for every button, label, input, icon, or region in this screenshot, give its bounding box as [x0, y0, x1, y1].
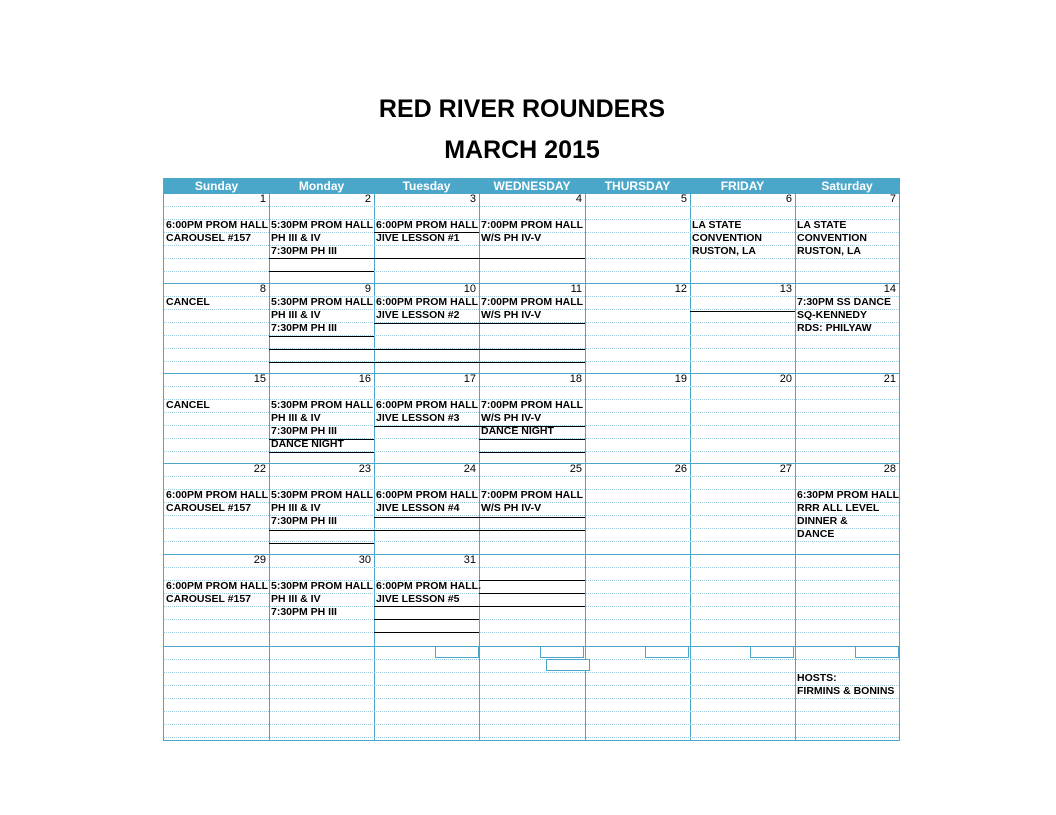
entry-underline	[479, 593, 585, 594]
entry-underline	[374, 232, 479, 233]
entry-underline	[479, 258, 585, 259]
event-line: 7:30PM PH III	[271, 245, 337, 257]
event-line: PH III & IV	[271, 232, 321, 244]
event-line: W/S PH IV-V	[481, 232, 542, 244]
event-line: LA STATE	[692, 219, 742, 231]
row-line	[164, 541, 899, 542]
row-line	[164, 685, 899, 686]
event-line: 7:30PM PH III	[271, 515, 337, 527]
row-line	[164, 386, 899, 387]
entry-underline	[374, 349, 479, 350]
event-line: JIVE LESSON #2	[376, 309, 460, 321]
event-line: W/S PH IV-V	[481, 502, 542, 514]
note-box	[855, 646, 899, 658]
row-line	[164, 206, 899, 207]
event-line: 7:00PM PROM HALL	[481, 219, 584, 231]
row-line	[164, 737, 899, 738]
entry-underline	[374, 517, 479, 518]
event-line: 5:30PM PROM HALL	[271, 489, 374, 501]
event-line: HOSTS:	[797, 672, 837, 684]
entry-underline	[479, 452, 585, 453]
day-number: 30	[358, 554, 371, 566]
event-line: CANCEL	[166, 399, 210, 411]
day-header-monday: Monday	[298, 179, 345, 193]
day-number: 26	[674, 463, 687, 475]
event-line: LA STATE	[797, 219, 847, 231]
day-number: 10	[463, 283, 476, 295]
calendar-title: RED RIVER ROUNDERS	[378, 95, 666, 123]
day-number: 4	[575, 193, 582, 205]
event-line: CONVENTION	[692, 232, 763, 244]
entry-underline	[374, 606, 479, 607]
row-line	[164, 632, 899, 633]
entry-underline	[479, 349, 585, 350]
column-divider	[585, 179, 586, 740]
note-box	[540, 646, 584, 658]
day-number: 3	[469, 193, 476, 205]
column-divider	[269, 179, 270, 740]
day-number: 20	[779, 373, 792, 385]
day-number: 29	[253, 554, 266, 566]
day-header-sunday: Sunday	[194, 179, 239, 193]
day-number: 27	[779, 463, 792, 475]
event-line: 6:00PM PROM HALL	[376, 296, 479, 308]
event-line: 7:30PM PH III	[271, 606, 337, 618]
entry-underline	[269, 271, 374, 272]
day-number: 9	[364, 283, 371, 295]
day-number: 2	[364, 193, 371, 205]
event-line: DANCE NIGHT	[481, 425, 554, 437]
event-line: DINNER &	[797, 515, 848, 527]
note-box	[750, 646, 794, 658]
month-title: MARCH 2015	[444, 136, 600, 164]
day-number: 12	[674, 283, 687, 295]
day-number: 19	[674, 373, 687, 385]
day-number: 6	[785, 193, 792, 205]
entry-underline	[269, 439, 374, 440]
event-line: CAROUSEL #157	[166, 593, 252, 605]
day-header-wednesday: WEDNESDAY	[493, 179, 571, 193]
event-line: PH III & IV	[271, 502, 321, 514]
row-line	[164, 659, 899, 660]
event-line: 5:30PM PROM HALL	[271, 580, 374, 592]
day-number: 14	[883, 283, 896, 295]
day-number: 13	[779, 283, 792, 295]
day-number: 25	[569, 463, 582, 475]
event-line: 7:30PM PH III	[271, 322, 337, 334]
day-number: 18	[569, 373, 582, 385]
event-line: 6:00PM PROM HALL.	[376, 580, 482, 592]
entry-underline	[374, 632, 479, 633]
note-box	[546, 659, 590, 671]
day-number: 22	[253, 463, 266, 475]
entry-underline	[479, 517, 585, 518]
row-line	[164, 711, 899, 712]
day-number: 31	[463, 554, 476, 566]
day-header-thursday: THURSDAY	[604, 179, 671, 193]
entry-underline	[374, 530, 479, 531]
day-number: 15	[253, 373, 266, 385]
entry-underline	[269, 530, 374, 531]
entry-underline	[690, 311, 795, 312]
event-line: 6:30PM PROM HALL	[797, 489, 900, 501]
event-line: CONVENTION	[797, 232, 868, 244]
row-line	[164, 672, 899, 673]
entry-underline	[374, 426, 479, 427]
event-line: RUSTON, LA	[692, 245, 756, 257]
calendar-grid	[163, 178, 900, 741]
entry-underline	[269, 362, 374, 363]
column-divider	[795, 179, 796, 740]
event-line: 5:30PM PROM HALL	[271, 399, 374, 411]
entry-underline	[269, 336, 374, 337]
day-header-saturday: Saturday	[821, 179, 873, 193]
event-line: PH III & IV	[271, 593, 321, 605]
entry-underline	[269, 543, 374, 544]
entry-underline	[479, 530, 585, 531]
row-line	[164, 528, 899, 529]
event-line: RRR ALL LEVEL	[797, 502, 880, 514]
day-number: 16	[358, 373, 371, 385]
entry-underline	[269, 258, 374, 259]
day-number: 21	[883, 373, 896, 385]
event-line: JIVE LESSON #5	[376, 593, 460, 605]
day-number: 5	[680, 193, 687, 205]
day-number: 7	[889, 193, 896, 205]
event-line: 7:30PM SS DANCE	[797, 296, 891, 308]
entry-underline	[269, 349, 374, 350]
event-line: 7:00PM PROM HALL	[481, 296, 584, 308]
day-header-tuesday: Tuesday	[402, 179, 451, 193]
event-line: 7:30PM PH III	[271, 425, 337, 437]
day-number: 23	[358, 463, 371, 475]
event-line: SQ-KENNEDY	[797, 309, 868, 321]
event-line: 6:00PM PROM HALL	[166, 489, 269, 501]
entry-underline	[479, 606, 585, 607]
event-line: CANCEL	[166, 296, 210, 308]
event-line: 6:00PM PROM HALL	[376, 219, 479, 231]
entry-underline	[479, 426, 585, 427]
event-line: W/S PH IV-V	[481, 309, 542, 321]
event-line: 5:30PM PROM HALL	[271, 219, 374, 231]
event-line: PH III & IV	[271, 309, 321, 321]
event-line: RUSTON, LA	[797, 245, 861, 257]
event-line: 7:00PM PROM HALL	[481, 489, 584, 501]
event-line: RDS: PHILYAW	[797, 322, 872, 334]
day-header-row	[164, 179, 899, 193]
event-line: CAROUSEL #157	[166, 502, 252, 514]
entry-underline	[479, 580, 585, 581]
entry-underline	[479, 323, 585, 324]
event-line: CAROUSEL #157	[166, 232, 252, 244]
entry-underline	[374, 323, 479, 324]
event-line: DANCE NIGHT	[271, 438, 344, 450]
event-line: JIVE LESSON #3	[376, 412, 460, 424]
day-number: 28	[883, 463, 896, 475]
day-number: 8	[259, 283, 266, 295]
event-line: 6:00PM PROM HALL	[166, 219, 269, 231]
row-line	[164, 724, 899, 725]
event-line: 5:30PM PROM HALL	[271, 296, 374, 308]
row-line	[164, 567, 899, 568]
row-line	[164, 698, 899, 699]
event-line: 6:00PM PROM HALL	[376, 399, 479, 411]
row-line	[164, 619, 899, 620]
note-box	[645, 646, 689, 658]
day-number: 1	[259, 193, 266, 205]
event-line: FIRMINS & BONINS	[797, 685, 895, 697]
column-divider	[479, 179, 480, 740]
entry-underline	[479, 362, 585, 363]
entry-underline	[374, 362, 479, 363]
event-line: 6:00PM PROM HALL	[376, 489, 479, 501]
column-divider	[690, 179, 691, 740]
event-line: W/S PH IV-V	[481, 412, 542, 424]
event-line: JIVE LESSON #4	[376, 502, 460, 514]
entry-underline	[374, 619, 479, 620]
note-box	[435, 646, 479, 658]
day-number: 24	[463, 463, 476, 475]
day-header-friday: FRIDAY	[720, 179, 765, 193]
entry-underline	[374, 258, 479, 259]
event-line: 7:00PM PROM HALL	[481, 399, 584, 411]
column-divider	[374, 179, 375, 740]
day-number: 17	[463, 373, 476, 385]
event-line: JIVE LESSON #1	[376, 232, 460, 244]
day-number: 11	[570, 283, 582, 295]
row-line	[164, 476, 899, 477]
event-line: PH III & IV	[271, 412, 321, 424]
event-line: DANCE	[797, 528, 835, 540]
event-line: 6:00PM PROM HALL	[166, 580, 269, 592]
entry-underline	[479, 439, 585, 440]
entry-underline	[269, 452, 374, 453]
